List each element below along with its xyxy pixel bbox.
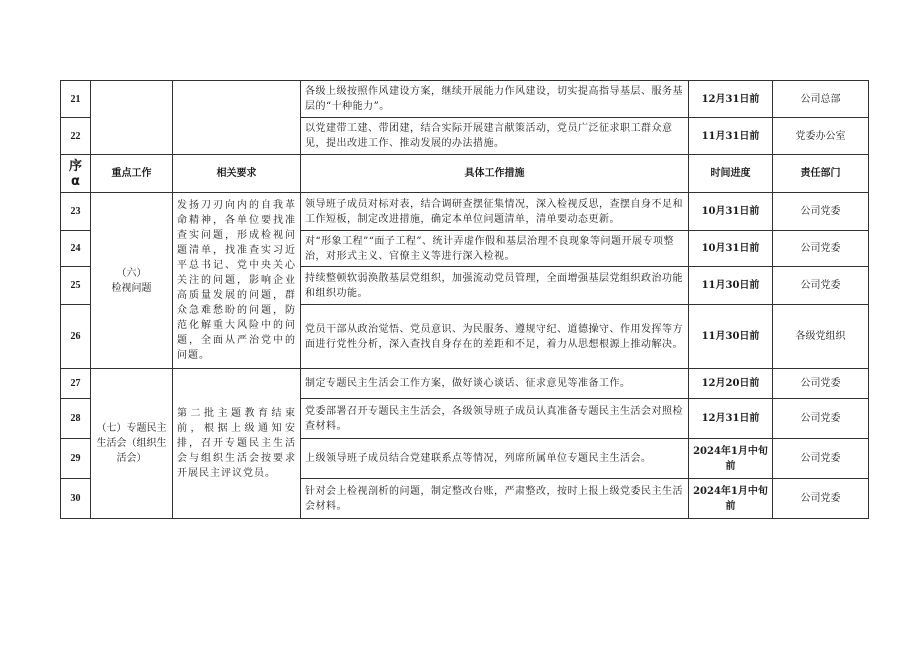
header-seq: 序α xyxy=(61,155,91,193)
task-cell: （六） 检视问题 xyxy=(91,193,173,369)
header-dept: 责任部门 xyxy=(773,155,869,193)
header-time: 时间进度 xyxy=(689,155,773,193)
time-cell: 11月31日前 xyxy=(689,118,773,155)
time-cell: 11月30日前 xyxy=(689,267,773,305)
dept-cell: 公司党委 xyxy=(773,267,869,305)
dept-cell: 公司党委 xyxy=(773,399,869,439)
dept-cell: 公司总部 xyxy=(773,81,869,118)
time-cell: 11月30日前 xyxy=(689,305,773,369)
dept-cell: 公司党委 xyxy=(773,369,869,399)
task-cell xyxy=(91,81,173,155)
measure-cell: 制定专题民主生活会工作方案，做好谈心谈话、征求意见等准备工作。 xyxy=(301,369,689,399)
header-requirement: 相关要求 xyxy=(173,155,301,193)
row-number: 29 xyxy=(61,439,91,479)
dept-cell: 公司党委 xyxy=(773,439,869,479)
dept-cell: 公司党委 xyxy=(773,231,869,267)
measure-cell: 以党建带工建、带团建，结合实际开展建言献策活动，党员广泛征求职工群众意见，提出改进工作、推动发展的办法措施。 xyxy=(301,118,689,155)
requirement-cell: 第二批主题教育结束前，根据上级通知安排，召开专题民主生活会与组织生活会按要求开展民主评议党员。 xyxy=(173,369,301,519)
time-cell: 12月31日前 xyxy=(689,399,773,439)
dept-cell: 各级党组织 xyxy=(773,305,869,369)
time-cell: 10月31日前 xyxy=(689,231,773,267)
table-row xyxy=(61,369,869,399)
row-number: 26 xyxy=(61,305,91,369)
requirement-cell: 发扬刀刃向内的自我革命精神，各单位要找准查实问题，形成检视问题清单，找准查实习近平总书记、党中央关心关注的问题，影响企业高质量发展的问题，群众急难愁盼的问题，防范化解重大风险中的问题，全面从严治党中的问题。 xyxy=(173,193,301,369)
task-cell: （七）专题民主生活会（组织生活会） xyxy=(91,369,173,519)
dept-cell: 公司党委 xyxy=(773,479,869,519)
time-cell: 12月31日前 xyxy=(689,81,773,118)
requirement-cell xyxy=(173,81,301,155)
row-number: 30 xyxy=(61,479,91,519)
measure-cell: 上级领导班子成员结合党建联系点等情况，列席所属单位专题民主生活会。 xyxy=(301,439,689,479)
row-number: 25 xyxy=(61,267,91,305)
measure-cell: 党委部署召开专题民主生活会，各级领导班子成员认真准备专题民主生活会对照检查材料。 xyxy=(301,399,689,439)
header-measure: 具体工作措施 xyxy=(301,155,689,193)
measure-cell: 持续整顿软弱涣散基层党组织，加强流动党员管理，全面增强基层党组织政治功能和组织功能。 xyxy=(301,267,689,305)
work-plan-table xyxy=(60,80,869,519)
measure-cell: 党员干部从政治觉悟、党员意识、为民服务、遵规守纪、道德操守、作用发挥等方面进行党性分析，深入查找自身存在的差距和不足，着力从思想根源上推动解决。 xyxy=(301,305,689,369)
row-number: 21 xyxy=(61,81,91,118)
table-row xyxy=(61,81,869,118)
row-number: 24 xyxy=(61,231,91,267)
header-task: 重点工作 xyxy=(91,155,173,193)
measure-cell: 各级上级按照作风建设方案，继续开展能力作风建设，切实提高指导基层、服务基层的“十种能力”。 xyxy=(301,81,689,118)
time-cell: 2024年1月中旬前 xyxy=(689,479,773,519)
dept-cell: 公司党委 xyxy=(773,193,869,231)
row-number: 27 xyxy=(61,369,91,399)
measure-cell: 针对会上检视剖析的问题，制定整改台账，严肃整改，按时上报上级党委民主生活会材料。 xyxy=(301,479,689,519)
table-row xyxy=(61,193,869,231)
row-number: 28 xyxy=(61,399,91,439)
time-cell: 10月31日前 xyxy=(689,193,773,231)
measure-cell: 对“形象工程”“面子工程”、统计弄虚作假和基层治理不良现象等问题开展专项整治，对形式主义、官僚主义等进行深入检视。 xyxy=(301,231,689,267)
time-cell: 12月20日前 xyxy=(689,369,773,399)
row-number: 22 xyxy=(61,118,91,155)
time-cell: 2024年1月中旬前 xyxy=(689,439,773,479)
measure-cell: 领导班子成员对标对表，结合调研查摆征集情况，深入检视反思，查摆自身不足和工作短板，制定改进措施，确定本单位问题清单，清单要动态更新。 xyxy=(301,193,689,231)
header-row xyxy=(61,155,869,193)
row-number: 23 xyxy=(61,193,91,231)
dept-cell: 党委办公室 xyxy=(773,118,869,155)
